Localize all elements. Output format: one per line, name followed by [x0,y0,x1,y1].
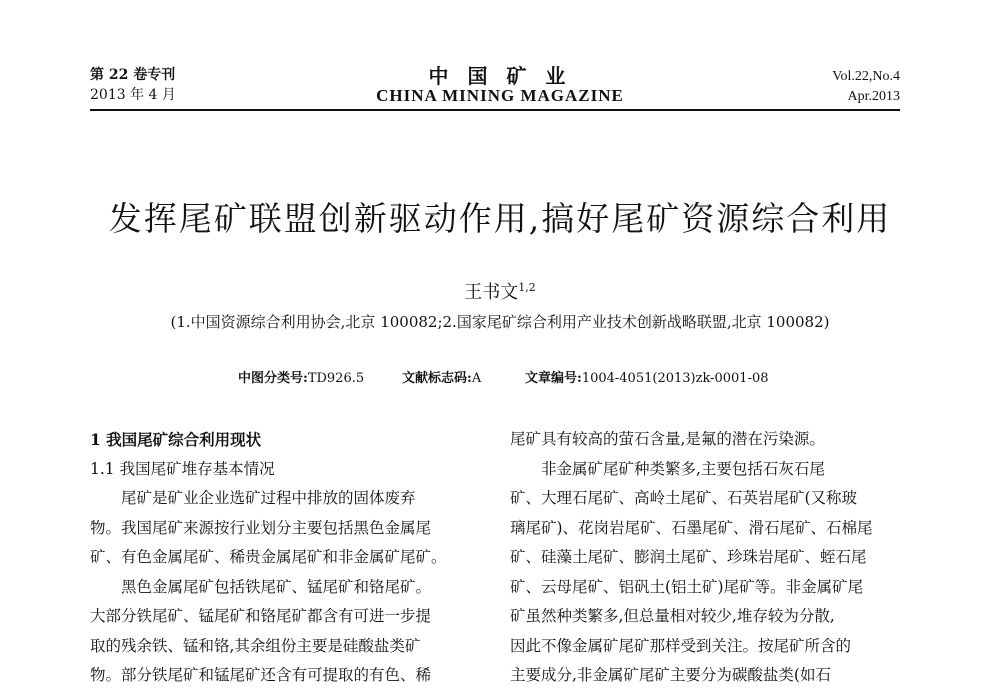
paragraph-line: 物。部分铁尾矿和锰尾矿还含有可提取的有色、稀 [90,666,432,684]
journal-name-cn: 中 国 矿 业 [428,64,572,88]
body-right-column [510,425,905,691]
article-id [525,367,769,386]
paragraph-line: 尾矿是矿业企业选矿过程中排放的固体废弃 [121,489,416,507]
paragraph-line: 矿、大理石尾矿、高岭土尾矿、石英岩尾矿(又称玻 [510,489,858,507]
paragraph-line: 矿、硅藻土尾矿、膨润土尾矿、珍珠岩尾矿、蛭石尾 [510,548,867,566]
doc-label: 文献标志码: [402,371,472,386]
classification-code [238,367,364,386]
volume-label: Vol.22,No.4 [832,69,900,84]
date-en-label: Apr.2013 [847,89,900,104]
paragraph-line: 非金属矿尾矿种类繁多,主要包括石灰石尾 [541,459,825,478]
id-label: 文章编号: [525,371,582,386]
author-affiliation-marks: 1,2 [518,281,536,294]
journal-name-en: CHINA MINING MAGAZINE [376,86,624,105]
paragraph-line: 物。我国尾矿来源按行业划分主要包括黑色金属尾 [90,518,432,537]
paragraph-line: 黑色金属尾矿包括铁尾矿、锰尾矿和铬尾矿。 [121,577,432,596]
body-left-column [90,425,485,691]
paragraph-line: 因此不像金属矿尾矿那样受到关注。按尾矿所含的 [510,636,852,655]
paragraph-line: 主要成分,非金属矿尾矿主要分为碳酸盐类(如石 [510,666,831,684]
issue-label: 第 22 卷专刊 [90,67,176,83]
header-rule [90,109,900,111]
id-value: 1004-4051(2013)zk-0001-08 [581,371,769,386]
author-name: 王书文 [464,282,519,303]
paragraph-line: 矿、云母尾矿、铝矾土(铝土矿)尾矿等。非金属矿尾 [510,577,864,596]
author-line [0,278,1000,304]
paragraph-line: 矿、有色金属尾矿、稀贵金属尾矿和非金属矿尾矿。 [90,548,447,566]
subsection-heading: 1.1 我国尾矿堆存基本情况 [90,459,275,478]
class-label: 中图分类号: [238,371,308,386]
paragraph-line: 矿虽然种类繁多,但总量相对较少,堆存较为分散, [510,607,835,625]
article-title: 发挥尾矿联盟创新驱动作用,搞好尾矿资源综合利用 [108,199,892,238]
document-code [402,367,481,386]
paragraph-line: 尾矿具有较高的萤石含量,是氟的潜在污染源。 [510,430,825,448]
paragraph-line: 大部分铁尾矿、锰尾矿和铬尾矿都含有可进一步提 [90,607,432,625]
paragraph-line: 璃尾矿)、花岗岩尾矿、石墨尾矿、滑石尾矿、石棉尾 [510,518,873,537]
affiliation: (1.中国资源综合利用协会,北京 100082;2.国家尾矿综合利用产业技术创新战略联盟,北京 100082) [170,313,830,331]
paragraph-line: 取的残余铁、锰和铬,其余组份主要是硅酸盐类矿 [90,636,421,655]
section-heading: 1 我国尾矿综合利用现状 [90,430,262,449]
doc-value: A [471,371,482,386]
date-label: 2013 年 4 月 [90,87,176,103]
class-value: TD926.5 [307,371,365,386]
